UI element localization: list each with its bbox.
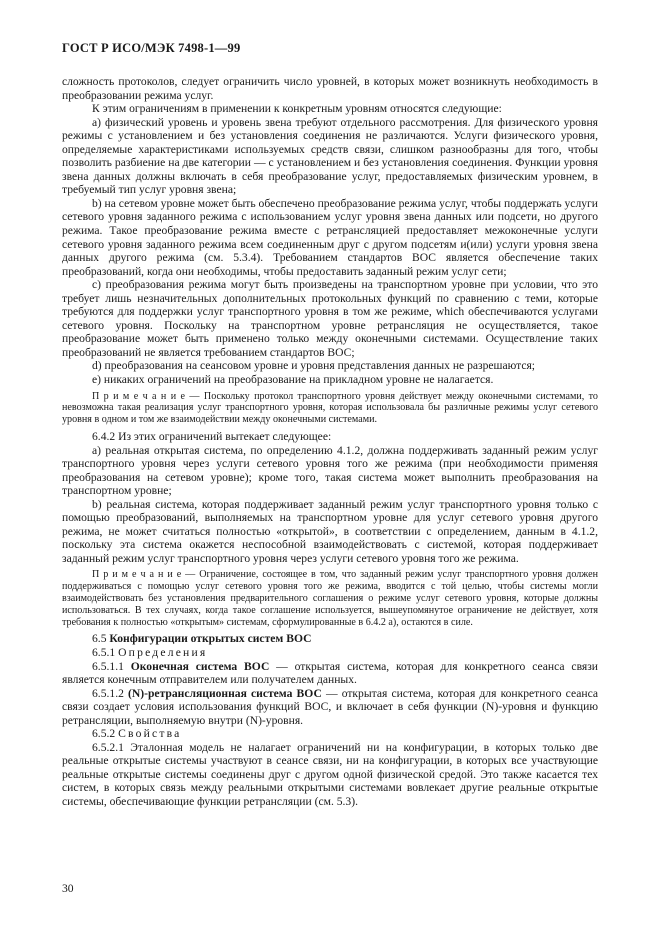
section-heading (62, 632, 598, 646)
subsection-title: Свойства (118, 727, 182, 741)
section-number: 6.5.1.2 (92, 686, 129, 700)
list-item-a: а) реальная открытая система, по определению 4.1.2, должна поддерживать заданный режим услуг транспортного уровня через услуги сетевого уровня того же режима (при необходимости применяя преобразования на сетевом уровне); кроме того, такая система может выполнить преобразования на транспортном уровне; (62, 443, 598, 498)
paragraph: 6.5.2.1 Эталонная модель не налагает ограничений ни на конфигурации, в которых только две реальные открытые системы участвуют в сеансе связи, ни на конфигурации, в которых все участвующие реальные открытые системы соединены друг с другом одной физической средой. Это также касается тех систем, в которых связь между реальными открытыми системами вовлекает другие реальные открытые системы, обеспечивающие функции ретрансляции (см. 5.3). (62, 740, 598, 808)
subsection-heading (62, 727, 598, 741)
section-number: 6.5.1.1 (92, 659, 131, 673)
section-number: 6.5.1 (92, 645, 119, 659)
subsection-heading (62, 646, 598, 660)
term: (N)-ретрансляционная система ВОС (128, 686, 322, 700)
subsection-title: Определения (118, 645, 208, 659)
list-item-b: b) на сетевом уровне может быть обеспечено преобразование режима услуг, чтобы поддержать услуги сетевого уровня заданного режима с использованием услуг уровня звена данных или подсети, но другого режима. Такое преобразование режима вместе с ретрансляцией предоставляет межоконечные услуги сетевого уровня заданного режима всем соединенным друг с другом подсетям и(или) услуги уровня звена данных другого режима (см. 5.3.4). Требованием стандартов ВОС является обеспечение таких преобразований, когда они необходимы, чтобы предоставить заданный режим услуг сети; (62, 196, 598, 278)
note-label: П р и м е ч а н и е (92, 569, 182, 581)
definition-text: — открытая система, которая для конкретного сеанса связи создает условия использования функций ВОС, и включает в себя функции (N)-уровня и функцию ретрансляции, выполняемую внутри (N)-уровня. (62, 686, 599, 727)
list-item-a: а) физический уровень и уровень звена требуют отдельного рассмотрения. Для физического уровня режимы с установлением и без установления соединения не различаются. Услуги физического уровня, определяемые характеристиками используемых средств связи, слишком разнообразны для того, чтобы позволить разбиение на две категории — с установлением и без установления соединения. Функции уровня звена данных должны включать в себя преобразование услуг, предоставляемых физическим уровнем, в требуемый тип услуг уровня звена; (62, 115, 598, 197)
definition (62, 660, 598, 687)
list-item-e: е) никаких ограничений на преобразование на прикладном уровне не налагается. (92, 373, 494, 387)
note-label: П р и м е ч а н и е (92, 390, 186, 402)
note-1 (62, 391, 598, 426)
section-title: Конфигурации открытых систем ВОС (109, 632, 312, 646)
page-number: 30 (62, 882, 74, 895)
definition-text: — открытая система, которая для конкретного сеанса связи является конечным отправителем или получателем данных. (62, 659, 599, 687)
note-text: — Ограничение, состоящее в том, что заданный режим услуг транспортного уровня должен поддерживаться с помощью услуг сетевого уровня того же режима, вводится с той целью, чтобы системы могли взаимодействовать без установления предварительного соглашения о режиме услуг сетевого уровня, которые должны использоваться. В тех случаях, когда такое соглашение используется, вышеупомянутое ограничение не действует, хотя требования к полностью «открытым» системам, сформулированные в 6.4.2 а), остаются в силе. (62, 569, 598, 628)
note-2 (62, 569, 598, 628)
list-item-c: с) преобразования режима могут быть произведены на транспортном уровне при условии, что это требует лишь незначительных дополнительных протокольных функций по сравнению с теми, которые требуются для поддержки услуг транспортного уровня в том же режиме, which обеспечиваются услугами сетевого уровня. Поскольку на транспортном уровне ретрансляция не осуществляется, такое преобразование может быть применено только между оконечными системами. Осуществление таких преобразований не является требованием стандартов ВОС; (62, 278, 598, 359)
definition (62, 687, 598, 728)
paragraph: К этим ограничениям в применении к конкретным уровням относятся следующие: (92, 102, 502, 116)
paragraph: 6.4.2 Из этих ограничений вытекает следующее: (92, 429, 332, 443)
list-item-d: d) преобразования на сеансовом уровне и уровня представления данных не разрешаются; (92, 359, 536, 373)
paragraph: сложность протоколов, следует ограничить число уровней, в которых может возникнуть необходимость в преобразовании режима услуг. (62, 75, 598, 102)
section-number: 6.5 (92, 632, 110, 646)
note-text: — Поскольку протокол транспортного уровня действует между оконечными системами, то невозможна такая реализация услуг транспортного уровня, которая использовала бы различные режимы услуг сетевого уровня в одном и том же взаимодействии между оконечными системами. (62, 390, 598, 426)
body-text (62, 75, 598, 809)
section-number: 6.5.2 (92, 727, 119, 741)
document-header: ГОСТ Р ИСО/МЭК 7498-1—99 (62, 41, 241, 55)
list-item-b: b) реальная система, которая поддерживает заданный режим услуг транспортного уровня только с помощью преобразований, выполняемых на транспортном уровне для услуг сетевого уровня другого режима, не может считаться полностью «открытой», в соответствии с определением, данным в 4.1.2, поскольку эта система окажется неспособной взаимодействовать с системой, которая поддерживает заданный режим услуг транспортного уровня через услуги сетевого уровня того же режима. (62, 497, 598, 565)
term: Оконечная система ВОС (130, 659, 270, 673)
